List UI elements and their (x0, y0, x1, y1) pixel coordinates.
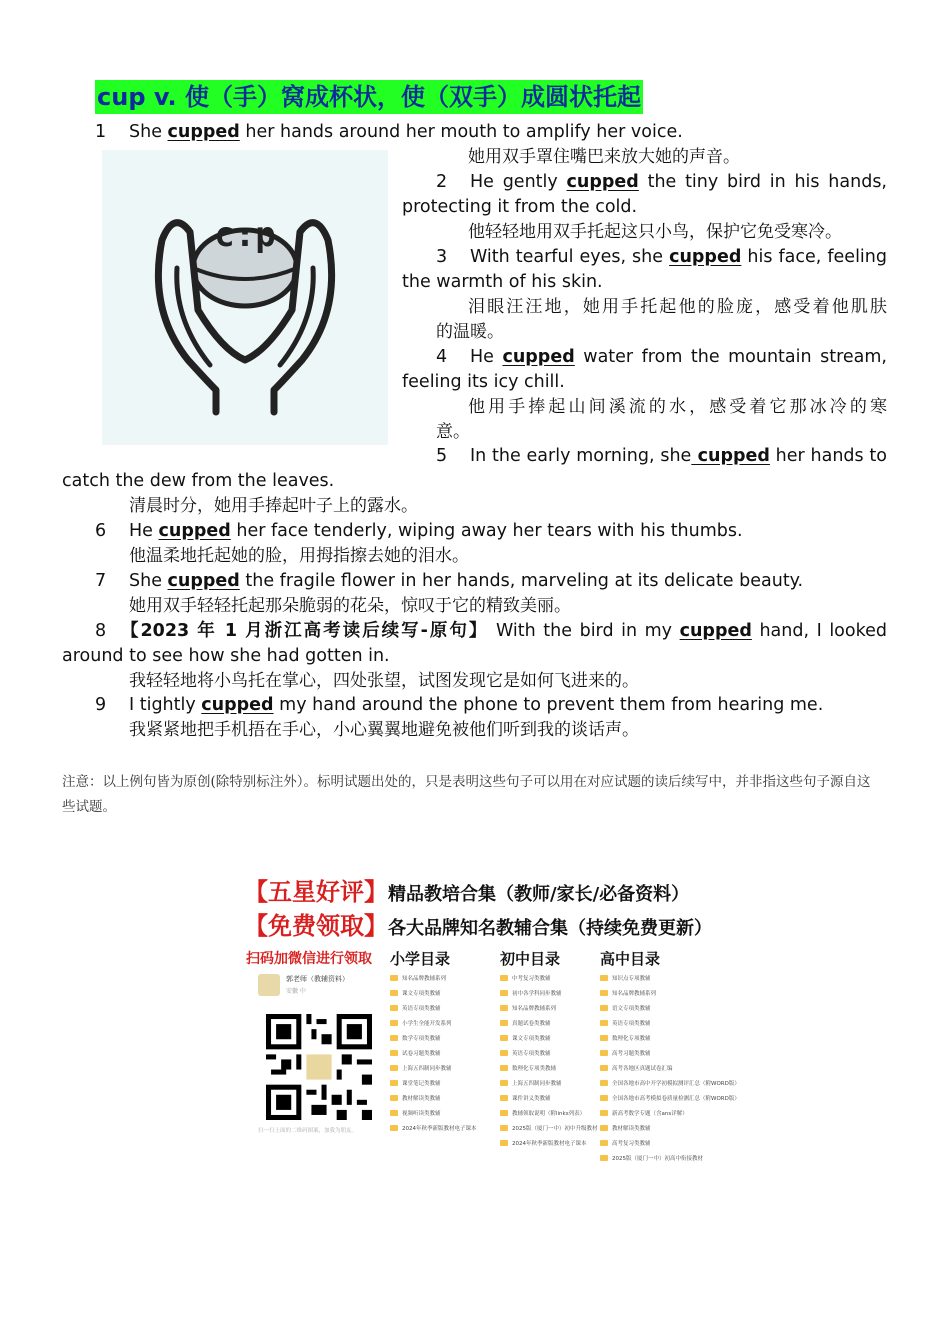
folder-item[interactable] (390, 985, 477, 1000)
folder-icon (600, 1155, 608, 1161)
qr-code-icon[interactable] (266, 1014, 372, 1120)
keyword: cupped (201, 695, 274, 715)
folder-icon (500, 1005, 508, 1011)
folder-label: 教材解读类教辅 (402, 1095, 441, 1102)
folder-label: 语文专项类教辅 (612, 1005, 651, 1012)
folder-icon (500, 1020, 508, 1026)
folder-icon (600, 1050, 608, 1056)
folder-label: 高考复习类教辅 (612, 1140, 651, 1147)
example-2-cont: protecting it from the cold. (402, 197, 638, 217)
folder-icon (390, 1095, 398, 1101)
folder-label: 教材解读类教辅 (612, 1125, 651, 1132)
folder-item[interactable] (600, 1015, 740, 1030)
example-9: 9 I tightly cupped my hand around the phone to prevent them from hearing me. (95, 695, 824, 715)
example-6: 6 He cupped her face tenderly, wiping away her tears with his thumbs. (95, 521, 743, 541)
folder-label: 2025版（厦门一中）初高中衔接教材 (612, 1155, 703, 1162)
example-4-cont: feeling its icy chill. (402, 372, 565, 392)
folder-label: 教辅领取说明（附links列表） (512, 1110, 586, 1117)
folder-icon (600, 1125, 608, 1131)
folder-icon (500, 990, 508, 996)
example-5-cn: 清晨时分，她用手捧起叶子上的露水。 (129, 496, 418, 516)
keyword: cupped (158, 521, 231, 541)
folder-icon (600, 1035, 608, 1041)
folder-item[interactable] (390, 1045, 477, 1060)
folder-icon (600, 975, 608, 981)
example-7: 7 She cupped the fragile flower in her hands, marveling at its delicate beauty. (95, 571, 804, 591)
keyword: cupped (167, 571, 240, 591)
folder-item[interactable] (600, 1120, 740, 1135)
folder-item[interactable] (600, 1090, 740, 1105)
folder-icon (600, 1140, 608, 1146)
example-9-cn: 我紧紧地把手机捂在手心，小心翼翼地避免被他们听到我的谈话声。 (129, 720, 639, 740)
folder-icon (390, 1125, 398, 1131)
example-4: 4 He cupped water from the mountain stream, (436, 347, 887, 367)
folder-item[interactable] (500, 1105, 598, 1120)
middle-list (500, 970, 598, 1150)
folder-label: 真题试卷类教辅 (512, 1020, 551, 1027)
keyword: cupped (669, 247, 742, 267)
promo-banner (244, 868, 740, 1162)
folder-icon (500, 1140, 508, 1146)
keyword: cupped (566, 172, 639, 192)
folder-icon (600, 1005, 608, 1011)
folder-item[interactable] (390, 1105, 477, 1120)
folder-item[interactable] (500, 1090, 598, 1105)
example-3-cont: the warmth of his skin. (402, 272, 603, 292)
folder-label: 全国各地市高考模拟卷质量检测汇总（附WORD版） (612, 1095, 740, 1102)
folder-item[interactable] (500, 1030, 598, 1045)
folder-label: 知名品牌教辅系列 (512, 1005, 557, 1012)
folder-label: 知识点专项教辅 (612, 975, 651, 982)
folder-label: 数理化专项教辅 (612, 1035, 651, 1042)
folder-label: 知名品牌教辅系列 (402, 975, 447, 982)
source-tag: 【2023 年 1 月浙江高考读后续写-原句】 (119, 621, 489, 641)
folder-icon (390, 1050, 398, 1056)
folder-label: 视频听读类教辅 (402, 1110, 441, 1117)
high-list (600, 970, 740, 1165)
example-3-cn: 泪眼汪汪地，她用手托起他的脸庞，感受着他肌肤 (468, 297, 887, 317)
folder-label: 2024年秋季新版教材电子课本 (402, 1125, 477, 1132)
primary-list (390, 970, 477, 1135)
folder-label: 英语专项类教辅 (512, 1050, 551, 1057)
example-4-cn: 他用手捧起山间溪流的水，感受着它那冰冷的寒 (468, 397, 887, 417)
folder-icon (390, 1005, 398, 1011)
folder-label: 初中各学科同步教辅 (512, 990, 562, 997)
example-1-cn: 她用双手罩住嘴巴来放大她的声音。 (468, 147, 740, 167)
folder-item[interactable] (600, 970, 740, 985)
folder-item[interactable] (390, 1120, 477, 1135)
folder-item[interactable] (500, 985, 598, 1000)
folder-icon (600, 1020, 608, 1026)
folder-label: 高考各地区真题试卷汇编 (612, 1065, 673, 1072)
folder-icon (500, 1035, 508, 1041)
folder-icon (390, 1035, 398, 1041)
folder-icon (390, 975, 398, 981)
example-5: 5 In the early morning, she cupped her hands to (436, 446, 887, 466)
note: 注意：以上例句皆为原创(除特别标注外）。标明试题出处的，只是表明这些句子可以用在对应试题的读后续写中，并非指这些句子源自这些试题。 (62, 774, 871, 815)
folder-label: 课文专项类教辅 (512, 1035, 551, 1042)
example-7-cn: 她用双手轻轻托起那朵脆弱的花朵，惊叹于它的精致美丽。 (129, 596, 571, 616)
folder-icon (600, 1065, 608, 1071)
folder-icon (500, 1080, 508, 1086)
folder-item[interactable] (600, 1000, 740, 1015)
folder-label: 新高考数学专题（含ans详解） (612, 1110, 688, 1117)
folder-item[interactable] (390, 1060, 477, 1075)
column-title-high: 高中目录 (600, 950, 661, 968)
folder-label: 知名品牌教辅系列 (612, 990, 657, 997)
keyword: cupped (691, 446, 770, 466)
example-3-cn-cont: 的温暖。 (436, 322, 504, 342)
folder-label: 课文专项类教辅 (402, 990, 441, 997)
folder-icon (500, 1065, 508, 1071)
example-2-cn: 他轻轻地用双手托起这只小鸟，保护它免受寒冷。 (468, 222, 842, 242)
page-title: cup v. 使（手）窝成杯状，使（双手）成圆状托起 (95, 80, 643, 114)
folder-label: 高考习题类教辅 (612, 1050, 651, 1057)
folder-item[interactable] (500, 1135, 598, 1150)
folder-icon (500, 1125, 508, 1131)
folder-label: 中考复习类教辅 (512, 975, 551, 982)
folder-item[interactable] (500, 1060, 598, 1075)
folder-label: 数学专项类教辅 (402, 1035, 441, 1042)
folder-icon (390, 1080, 398, 1086)
promo-line-1: 【五星好评】精品教培合集（教师/家长/必备资料） (244, 877, 690, 906)
column-title-primary: 小学目录 (390, 950, 451, 968)
folder-item[interactable] (500, 1120, 598, 1135)
folder-label: 全国各地市高中开学初模拟测评汇总（附WORD版） (612, 1080, 740, 1087)
folder-item[interactable] (390, 970, 477, 985)
folder-item[interactable] (500, 970, 598, 985)
example-8-cont: around to see how she had gotten in. (62, 646, 390, 666)
folder-label: 英语专项类教辅 (612, 1020, 651, 1027)
folder-label: 小学生全能开发系列 (402, 1020, 452, 1027)
user-location: 安徽 中 (286, 988, 306, 995)
folder-icon (390, 1065, 398, 1071)
example-6-cn: 他温柔地托起她的脸，用拇指擦去她的泪水。 (129, 546, 469, 566)
folder-icon (390, 1110, 398, 1116)
folder-icon (500, 975, 508, 981)
keyword: cupped (167, 122, 240, 142)
qr-caption: 扫一扫上面的二维码图案，加我为朋友。 (258, 1128, 358, 1134)
example-8: 8 【2023 年 1 月浙江高考读后续写-原句】 With the bird in my cupped hand, I looked (95, 621, 887, 641)
example-3: 3 With tearful eyes, she cupped his face, feeling (436, 247, 887, 267)
example-4-cn-cont: 意。 (436, 422, 470, 442)
folder-item[interactable] (390, 1075, 477, 1090)
folder-icon (600, 1080, 608, 1086)
example-8-cn: 我轻轻地将小鸟托在掌心，四处张望，试图发现它是如何飞进来的。 (129, 671, 639, 691)
folder-icon (390, 990, 398, 996)
folder-item[interactable] (600, 985, 740, 1000)
folder-item[interactable] (390, 1000, 477, 1015)
illustration-letters: c:p (214, 215, 276, 255)
folder-label: 上海五四制同步教辅 (402, 1065, 452, 1072)
folder-icon (500, 1110, 508, 1116)
folder-item[interactable] (600, 1060, 740, 1075)
folder-icon (500, 1095, 508, 1101)
cupped-hands-icon (102, 150, 388, 445)
folder-item[interactable] (600, 1045, 740, 1060)
column-title-middle: 初中目录 (500, 950, 561, 968)
example-1: 1 She cupped her hands around her mouth to amplify her voice. (95, 122, 683, 142)
folder-icon (600, 1110, 608, 1116)
folder-item[interactable] (500, 1045, 598, 1060)
folder-icon (600, 1095, 608, 1101)
folder-label: 课堂笔记类教辅 (402, 1080, 441, 1087)
example-5-cont: catch the dew from the leaves. (62, 471, 335, 491)
user-name: 郭老师（教辅资料） (286, 975, 349, 983)
folder-label: 英语专项类教辅 (402, 1005, 441, 1012)
folder-icon (500, 1050, 508, 1056)
folder-item[interactable] (600, 1150, 740, 1165)
folder-item[interactable] (390, 1090, 477, 1105)
folder-item[interactable] (600, 1135, 740, 1150)
folder-icon (600, 990, 608, 996)
avatar (258, 974, 280, 996)
folder-item[interactable] (390, 1030, 477, 1045)
folder-label: 数理化专项类教辅 (512, 1065, 557, 1072)
folder-item[interactable] (500, 1075, 598, 1090)
example-2: 2 He gently cupped the tiny bird in his hands, (436, 172, 887, 192)
folder-label: 试卷习题类教辅 (402, 1050, 441, 1057)
promo-line-2: 【免费领取】各大品牌知名教辅合集（持续免费更新） (244, 911, 712, 940)
folder-label: 2025版（厦门一中）初中升级教材 (512, 1125, 598, 1132)
folder-label: 2024年秋季新版教材电子课本 (512, 1140, 587, 1147)
folder-item[interactable] (600, 1105, 740, 1120)
folder-item[interactable] (600, 1030, 740, 1045)
folder-label: 课件讲义类教辅 (512, 1095, 551, 1102)
folder-item[interactable] (500, 1000, 598, 1015)
keyword: cupped (679, 621, 752, 641)
folder-item[interactable] (390, 1015, 477, 1030)
keyword: cupped (502, 347, 575, 367)
folder-item[interactable] (500, 1015, 598, 1030)
scan-label: 扫码加微信进行领取 (246, 951, 372, 967)
folder-label: 上海五四制同步教辅 (512, 1080, 562, 1087)
illustration (102, 150, 388, 445)
folder-item[interactable] (600, 1075, 740, 1090)
folder-icon (390, 1020, 398, 1026)
